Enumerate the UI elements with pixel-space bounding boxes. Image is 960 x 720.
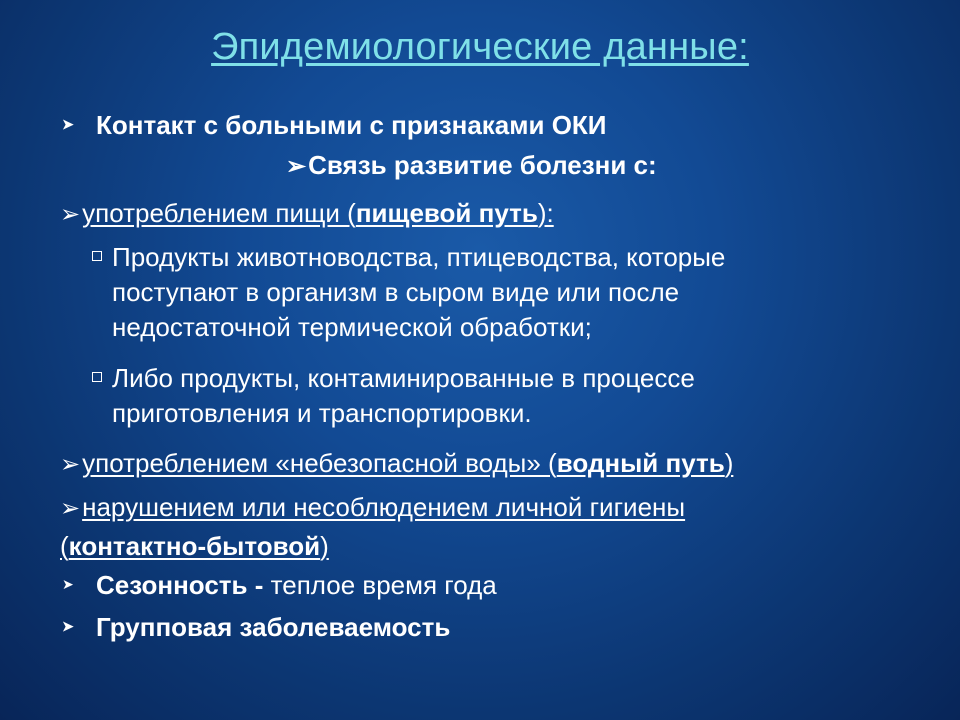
sub2-line-1: Либо продукты, контаминированные в процессе [112,363,695,393]
food-pre: употреблением пищи ( [82,198,356,228]
bullet-relation [286,148,657,184]
sub2-line-2: приготовления и транспортировки. [112,398,532,428]
sub1-line-2: поступают в организм в сыром виде или после [112,277,680,307]
bullet-hygiene [60,490,685,526]
bullet-season [62,568,497,604]
group-text: Групповая заболеваемость [96,612,451,642]
hygiene-pre: ( [60,531,69,561]
sub1-line-1: Продукты животноводства, птицеводства, которые [112,242,726,272]
hygiene-route-text [60,531,329,561]
water-route-text [82,448,733,478]
season-text: теплое время года [263,570,497,600]
hygiene-line-2 [60,529,329,563]
food-post: ): [537,198,554,228]
hygiene-post: ) [320,531,329,561]
water-post: ) [724,448,734,478]
bullet-group [62,610,450,646]
arrow-bullet-icon: ➤ [62,618,74,635]
bullet-contact [62,108,606,144]
sub1-line-3: недостаточной термической обработки; [112,312,592,342]
bullet-relation-text: Связь развитие болезни с: [308,150,657,180]
arrow-bullet-icon: ➤ [62,576,74,593]
bullet-water [60,446,733,482]
arrow-bullet-icon: ➤ [62,116,74,133]
sub-bullet-contaminated-products [112,361,695,431]
arrow-bullet-icon: ➢ [286,153,307,180]
arrow-bullet-icon: ➢ [60,201,81,228]
arrow-bullet-icon: ➢ [60,495,81,522]
sub-bullet-animal-products [112,240,725,345]
food-route-text [82,198,554,228]
water-route-bold: водный путь [556,448,725,478]
square-bullet-icon [92,251,102,261]
bullet-contact-text: Контакт с больными с признаками ОКИ [96,110,607,140]
hygiene-line-1: нарушением или несоблюдением личной гигиены [82,492,686,522]
square-bullet-icon [92,372,102,382]
bullet-food [60,196,554,232]
arrow-bullet-icon: ➢ [60,451,81,478]
hygiene-route-bold: контактно-бытовой [68,531,321,561]
food-route-bold: пищевой путь [355,198,538,228]
water-pre: употреблением «небезопасной воды» ( [82,448,557,478]
season-label: Сезонность - [96,570,264,600]
slide-title: Эпидемиологические данные: [211,26,749,68]
